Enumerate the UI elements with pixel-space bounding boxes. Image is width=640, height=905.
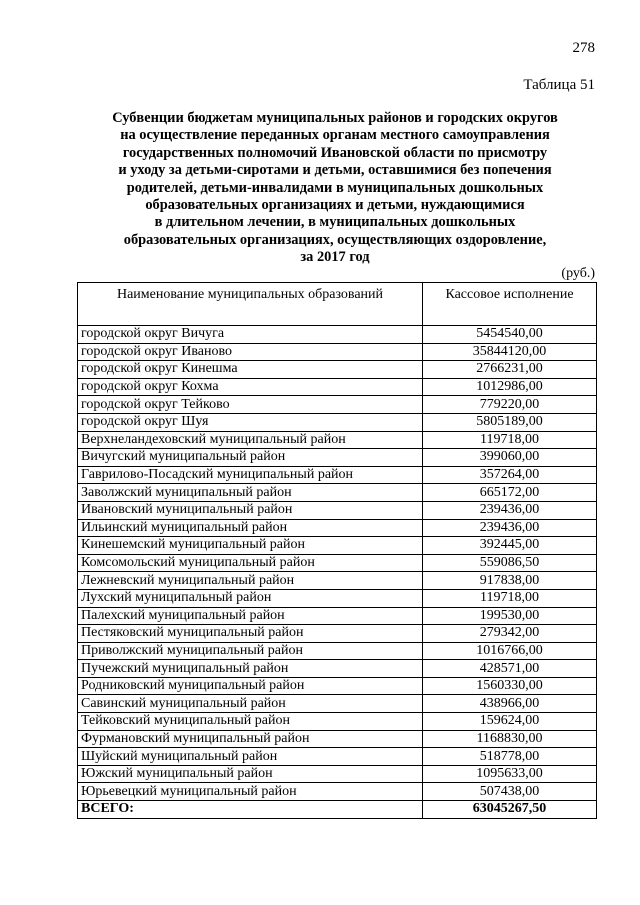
table-header-row [78, 283, 597, 326]
table-row [78, 396, 597, 414]
municipality-name: городской округ Иваново [78, 343, 423, 361]
table-row [78, 589, 597, 607]
table-row [78, 765, 597, 783]
table-row [78, 607, 597, 625]
table-row [78, 484, 597, 502]
table-row [78, 361, 597, 379]
table-row [78, 625, 597, 643]
cash-execution-value: 1095633,00 [423, 765, 597, 783]
municipality-name: Верхнеландеховский муниципальный район [78, 431, 423, 449]
municipality-name: Палехский муниципальный район [78, 607, 423, 625]
municipality-name: Южский муниципальный район [78, 765, 423, 783]
municipality-name: Лухский муниципальный район [78, 589, 423, 607]
cash-execution-value: 35844120,00 [423, 343, 597, 361]
cash-execution-value: 399060,00 [423, 449, 597, 467]
subvention-table [77, 282, 597, 819]
municipality-name: Гаврилово-Посадский муниципальный район [78, 466, 423, 484]
cash-execution-value: 5454540,00 [423, 326, 597, 344]
cash-execution-value: 917838,00 [423, 572, 597, 590]
title-line: за 2017 год [300, 249, 370, 266]
table-row [78, 378, 597, 396]
municipality-name: Савинский муниципальный район [78, 695, 423, 713]
table-label: Таблица 51 [523, 77, 595, 93]
municipality-name: городской округ Тейково [78, 396, 423, 414]
cash-execution-value: 279342,00 [423, 625, 597, 643]
cash-execution-value: 1016766,00 [423, 642, 597, 660]
title-line: образовательных организациях и детьми, нуждающимися [145, 197, 525, 214]
table-body [78, 326, 597, 819]
table-row [78, 519, 597, 537]
cash-execution-value: 1168830,00 [423, 730, 597, 748]
title-line: на осуществление переданных органам местного самоуправления [120, 127, 550, 144]
table-row [78, 501, 597, 519]
table-row [78, 660, 597, 678]
municipality-name: Приволжский муниципальный район [78, 642, 423, 660]
title-line: в длительном лечении, в муниципальных дошкольных [154, 214, 516, 231]
table-row [78, 537, 597, 555]
municipality-name: Комсомольский муниципальный район [78, 554, 423, 572]
cash-execution-value: 159624,00 [423, 713, 597, 731]
municipality-name: Пестяковский муниципальный район [78, 625, 423, 643]
page-number: 278 [572, 40, 595, 56]
table-row [78, 730, 597, 748]
cash-execution-value: 199530,00 [423, 607, 597, 625]
table-row [78, 449, 597, 467]
table-row [78, 326, 597, 344]
table-row [78, 413, 597, 431]
cash-execution-value: 5805189,00 [423, 413, 597, 431]
title-line: образовательных организациях, осуществляющих оздоровление, [123, 231, 547, 248]
municipality-name: городской округ Кинешма [78, 361, 423, 379]
municipality-name: Ивановский муниципальный район [78, 501, 423, 519]
title-line: Субвенции бюджетам муниципальных районов и городских округов [112, 110, 558, 126]
table-row [78, 677, 597, 695]
municipality-name: городской округ Кохма [78, 378, 423, 396]
table-row [78, 695, 597, 713]
municipality-name: Пучежский муниципальный район [78, 660, 423, 678]
total-value: 63045267,50 [423, 801, 597, 819]
document-title [75, 110, 595, 267]
table-row [78, 343, 597, 361]
municipality-name: городской округ Вичуга [78, 326, 423, 344]
title-line: и уходу за детьми-сиротами и детьми, оставшимися без попечения [118, 162, 552, 179]
municipality-name: Лежневский муниципальный район [78, 572, 423, 590]
cash-execution-value: 518778,00 [423, 748, 597, 766]
column-header-value: Кассовое исполнение [423, 283, 597, 326]
table-row [78, 572, 597, 590]
table-row [78, 713, 597, 731]
table-row [78, 642, 597, 660]
cash-execution-value: 779220,00 [423, 396, 597, 414]
title-line: родителей, детьми-инвалидами в муниципальных дошкольных [126, 179, 544, 196]
units-label: (руб.) [561, 266, 595, 281]
cash-execution-value: 119718,00 [423, 431, 597, 449]
table-row [78, 431, 597, 449]
total-label: ВСЕГО: [78, 801, 423, 819]
table-row [78, 748, 597, 766]
cash-execution-value: 392445,00 [423, 537, 597, 555]
municipality-name: Юрьевецкий муниципальный район [78, 783, 423, 801]
column-header-name: Наименование муниципальных образований [78, 283, 423, 326]
cash-execution-value: 507438,00 [423, 783, 597, 801]
cash-execution-value: 1012986,00 [423, 378, 597, 396]
municipality-name: городской округ Шуя [78, 413, 423, 431]
municipality-name: Кинешемский муниципальный район [78, 537, 423, 555]
cash-execution-value: 119718,00 [423, 589, 597, 607]
cash-execution-value: 438966,00 [423, 695, 597, 713]
cash-execution-value: 1560330,00 [423, 677, 597, 695]
municipality-name: Родниковский муниципальный район [78, 677, 423, 695]
cash-execution-value: 2766231,00 [423, 361, 597, 379]
municipality-name: Шуйский муниципальный район [78, 748, 423, 766]
title-line: государственных полномочий Ивановской области по присмотру [122, 144, 548, 161]
municipality-name: Фурмановский муниципальный район [78, 730, 423, 748]
total-row [78, 801, 597, 819]
cash-execution-value: 665172,00 [423, 484, 597, 502]
table-row [78, 783, 597, 801]
table-row [78, 554, 597, 572]
cash-execution-value: 239436,00 [423, 519, 597, 537]
municipality-name: Заволжский муниципальный район [78, 484, 423, 502]
table-row [78, 466, 597, 484]
cash-execution-value: 428571,00 [423, 660, 597, 678]
municipality-name: Вичугский муниципальный район [78, 449, 423, 467]
cash-execution-value: 239436,00 [423, 501, 597, 519]
cash-execution-value: 559086,50 [423, 554, 597, 572]
municipality-name: Тейковский муниципальный район [78, 713, 423, 731]
cash-execution-value: 357264,00 [423, 466, 597, 484]
municipality-name: Ильинский муниципальный район [78, 519, 423, 537]
